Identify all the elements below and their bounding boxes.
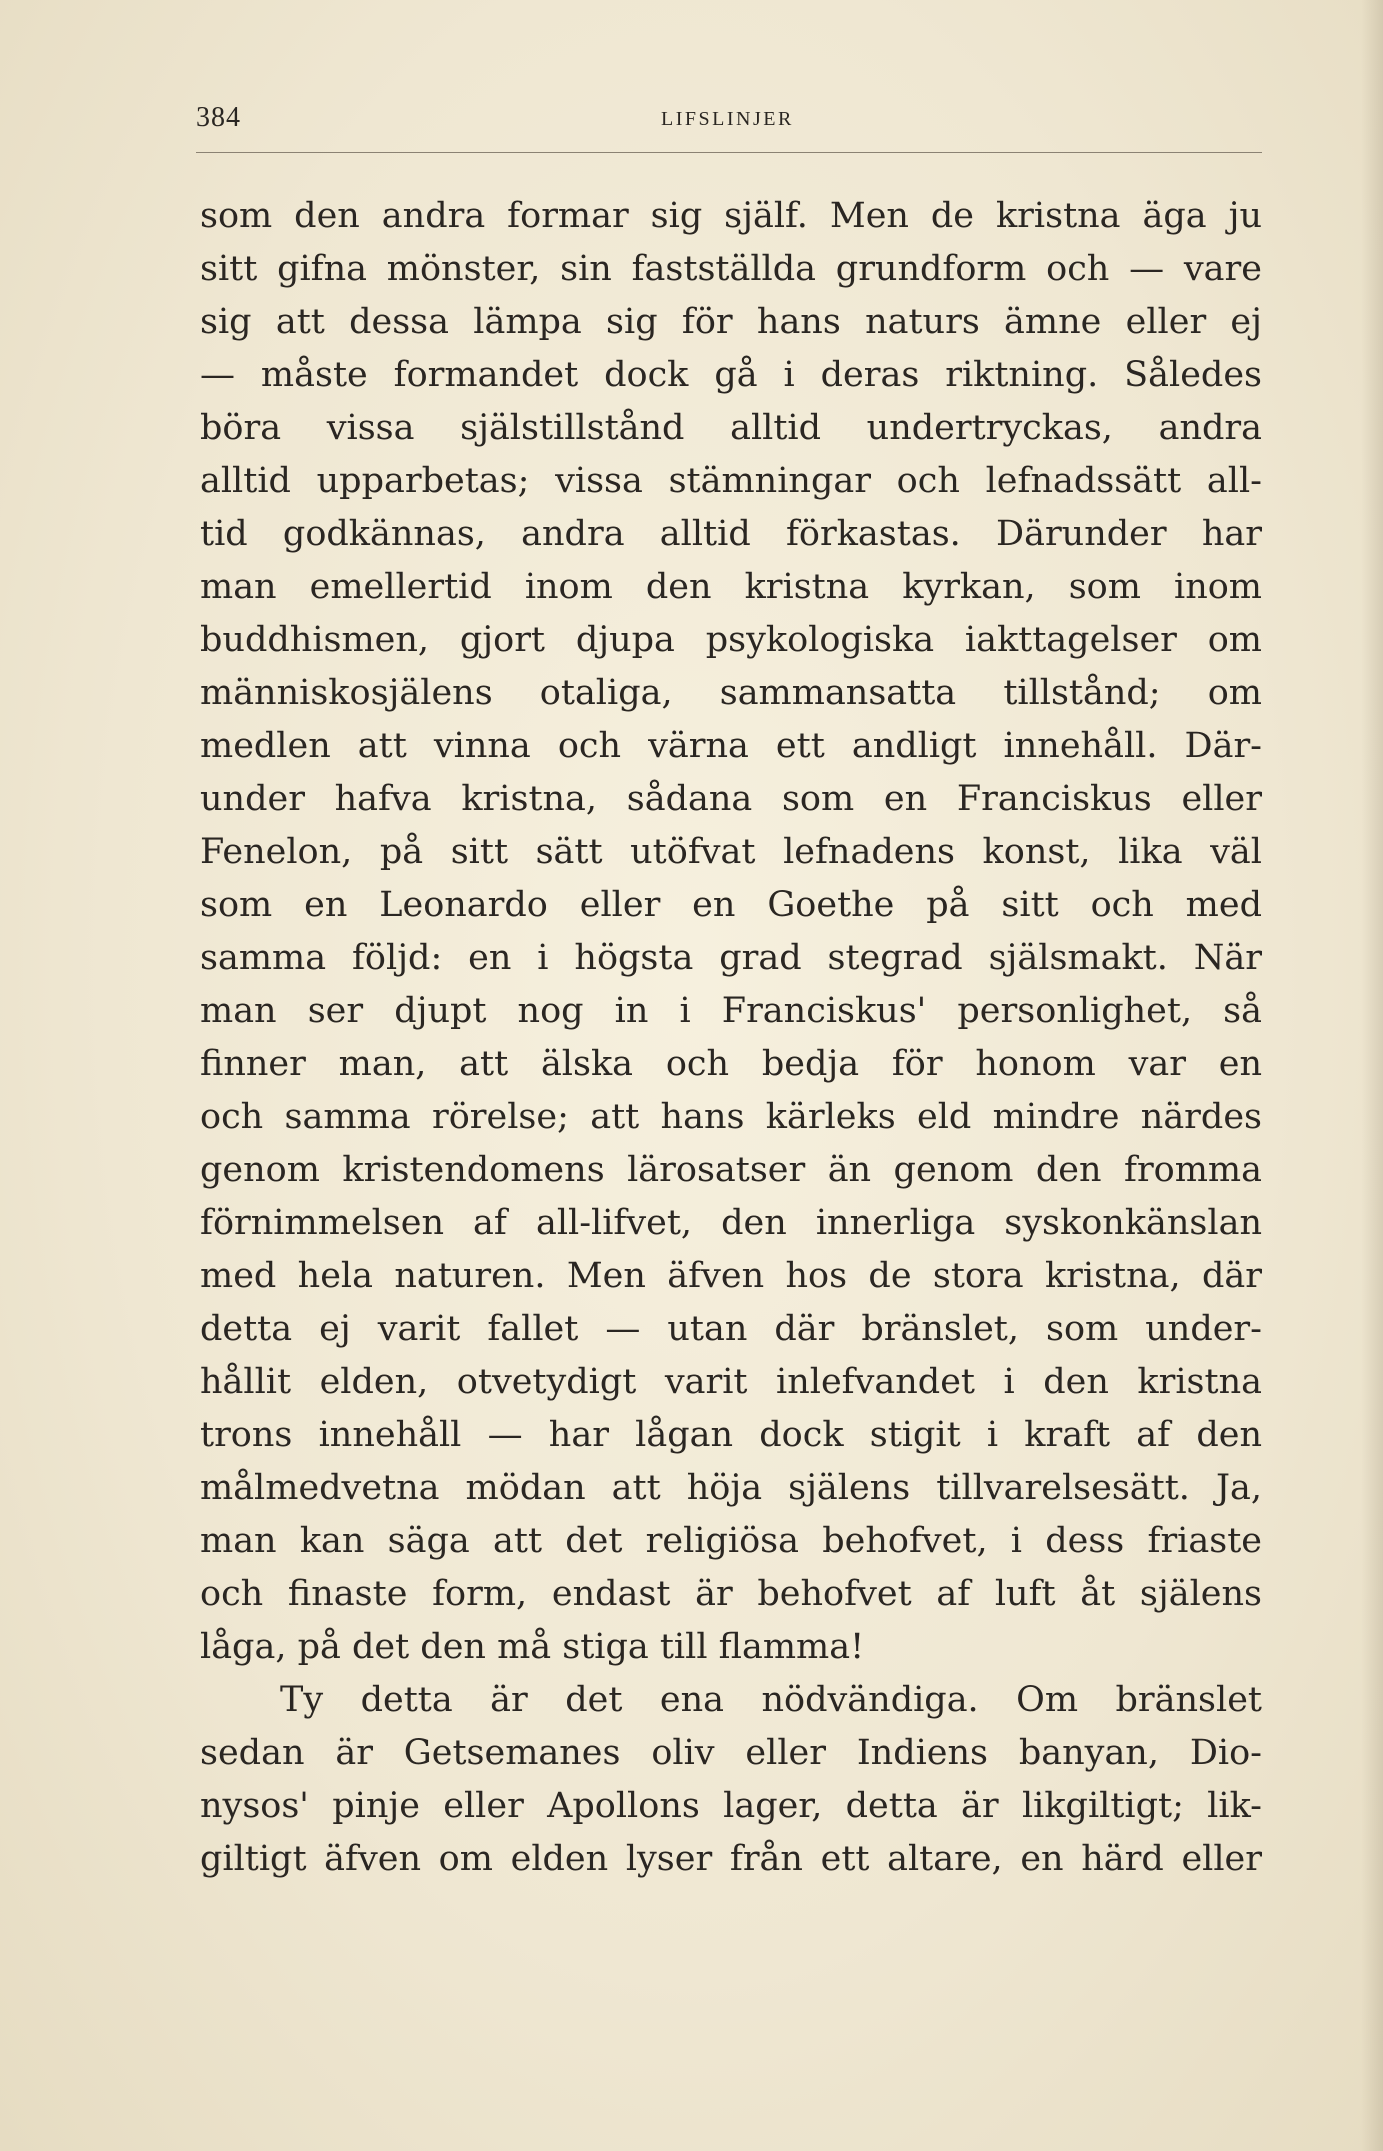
text-line: under hafva kristna, sådana som en Franciskus eller [200, 779, 1262, 819]
text-line: man ser djupt nog in i Franciskus' personlighet, så [200, 991, 1262, 1031]
text-line: sitt gifna mönster, sin fastställda grundform och — vare [200, 249, 1262, 289]
text-line: och samma rörelse; att hans kärleks eld mindre närdes [200, 1097, 1262, 1137]
text-line: man kan säga att det religiösa behofvet, i dess friaste [200, 1521, 1262, 1561]
text-line: man emellertid inom den kristna kyrkan, som inom [200, 567, 1262, 607]
text-line: medlen att vinna och värna ett andligt innehåll. Där- [200, 726, 1262, 766]
text-line: genom kristendomens lärosatser än genom den fromma [200, 1150, 1262, 1190]
text-line: trons innehåll — har lågan dock stigit i kraft af den [200, 1415, 1262, 1455]
text-line: böra vissa själstillstånd alltid undertryckas, andra [200, 408, 1262, 448]
text-line: tid godkännas, andra alltid förkastas. Därunder har [200, 514, 1262, 554]
running-title: LIFSLINJER [661, 108, 794, 130]
text-line: hållit elden, otvetydigt varit inlefvandet i den kristna [200, 1362, 1262, 1402]
text-line: och finaste form, endast är behofvet af luft åt själens [200, 1574, 1262, 1614]
text-line: med hela naturen. Men äfven hos de stora kristna, där [200, 1256, 1262, 1296]
text-line: giltigt äfven om elden lyser från ett altare, en härd eller [200, 1839, 1262, 1879]
text-line: målmedvetna mödan att höja själens tillvarelsesätt. Ja, [200, 1468, 1262, 1508]
text-line: Fenelon, på sitt sätt utöfvat lefnadens konst, lika väl [200, 832, 1262, 872]
paragraph-end-line: låga, på det den må stiga till flamma! [200, 1627, 865, 1667]
text-line: — måste formandet dock gå i deras riktning. Således [200, 355, 1262, 395]
text-line: sig att dessa lämpa sig för hans naturs ämne eller ej [200, 302, 1262, 342]
text-line: alltid upparbetas; vissa stämningar och lefnadssätt all- [200, 461, 1262, 501]
text-line: förnimmelsen af all-lifvet, den innerliga syskonkänslan [200, 1203, 1262, 1243]
paragraph-start-line: Ty detta är det ena nödvändiga. Om bränslet [280, 1680, 1262, 1720]
body-text [200, 190, 1262, 1886]
text-line: finner man, att älska och bedja för honom var en [200, 1044, 1262, 1084]
text-line: som en Leonardo eller en Goethe på sitt och med [200, 885, 1262, 925]
text-line: sedan är Getsemanes oliv eller Indiens banyan, Dio- [200, 1733, 1262, 1773]
page-edge-shadow [1361, 0, 1383, 2151]
header-rule [196, 152, 1262, 153]
text-line: som den andra formar sig själf. Men de kristna äga ju [200, 196, 1262, 236]
page-number: 384 [196, 102, 241, 133]
text-line: samma följd: en i högsta grad stegrad själsmakt. När [200, 938, 1262, 978]
text-line: människosjälens otaliga, sammansatta tillstånd; om [200, 673, 1262, 713]
page-header [196, 102, 1262, 162]
text-line: nysos' pinje eller Apollons lager, detta är likgiltigt; lik- [200, 1786, 1262, 1826]
text-line: detta ej varit fallet — utan där bränslet, som under- [200, 1309, 1262, 1349]
text-line: buddhismen, gjort djupa psykologiska iakttagelser om [200, 620, 1262, 660]
